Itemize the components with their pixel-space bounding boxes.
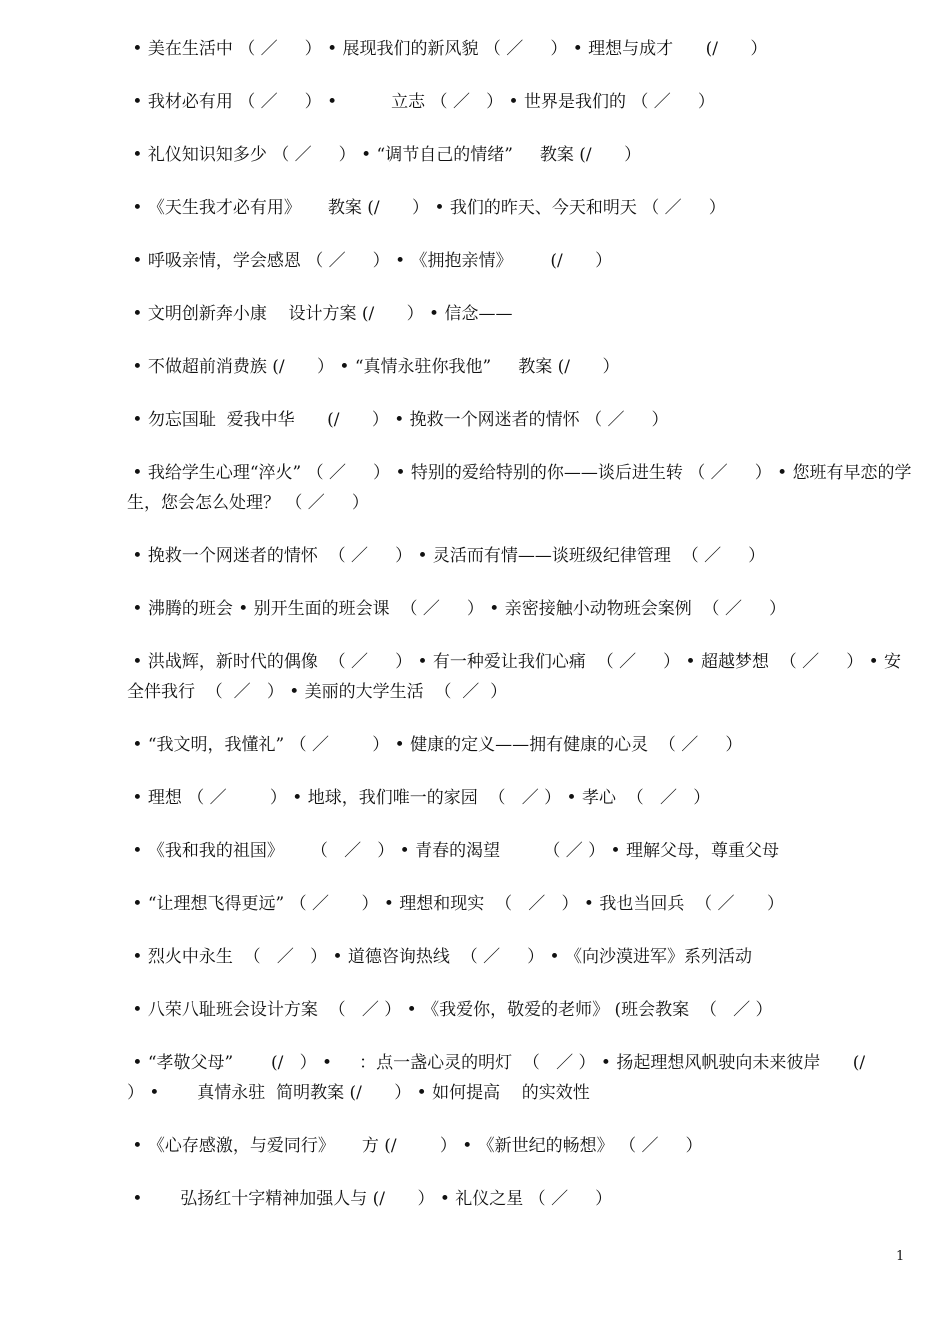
list-item: • 沸腾的班会 • 别开生面的班会课 （ ／ ） • 亲密接触小动物班会案例 （ ／ ） [127,599,786,619]
list-item: • 不做超前消费族 (/ ） • “真情永驻你我他” 教案 (/ ） [127,357,620,377]
list-item: • “我文明，我懂礼” （ ／ ） • 健康的定义——拥有健康的心灵 （ ／ ） [127,735,743,755]
list-item: • 《心存感激，与爱同行》 方 (/ ） • 《新世纪的畅想》 （ ／ ） [127,1136,703,1156]
page-number: 1 [896,1249,905,1264]
list-item: • 《天生我才必有用》 教案 (/ ） • 我们的昨天、今天和明天 （ ／ ） [127,198,726,218]
list-item: • 我给学生心理“淬火” （ ／ ） • 特别的爱给特别的你——谈后进生转 （ ／ ） • 您班有早恋的学生，您会怎么处理？ （ ／ ） [127,463,912,513]
list-item: • 呼吸亲情，学会感恩 （ ／ ） • 《拥抱亲情》 (/ ） [127,251,613,271]
list-item: • 文明创新奔小康 设计方案 (/ ） • 信念—— [127,304,513,324]
list-item: • 弘扬红十字精神加强人与 (/ ） • 礼仪之星 （ ／ ） [127,1189,613,1209]
list-item: • “孝敬父母” (/ ） • ：点一盏心灵的明灯 （ ／ ） • 扬起理想风帆驶向未来彼岸 (/ ） • 真情永驻 简明教案 (/ ） • 如何提高 的实效性 [127,1053,898,1103]
list-item: • 我材必有用 （ ／ ） • 立志 （ ／ ） • 世界是我们的 （ ／ ） [127,92,715,112]
list-item: • 八荣八耻班会设计方案 （ ／ ） • 《我爱你，敬爱的老师》 (班会教案 （ ／ ） [127,1000,773,1020]
list-item: • 《我和我的祖国》 （ ／ ） • 青春的渴望 （ ／ ） • 理解父母，尊重父母 [127,841,779,861]
list-item: • 理想 （ ／ ） • 地球，我们唯一的家园 （ ／ ） • 孝心 （ ／ ） [127,788,711,808]
list-item: • 洪战辉，新时代的偶像 （ ／ ） • 有一种爱让我们心痛 （ ／ ） • 超越梦想 （ ／ ） • 安全伴我行 （ ／ ） • 美丽的大学生活 （ ／ ） [127,652,902,702]
list-item: • 烈火中永生 （ ／ ） • 道德咨询热线 （ ／ ） • 《向沙漠进军》系列活动 [127,947,752,967]
list-item: • 美在生活中 （ ／ ） • 展现我们的新风貌 （ ／ ） • 理想与成才 (/ ） [127,39,768,59]
list-item: • 勿忘国耻 爱我中华 (/ ） • 挽救一个网迷者的情怀 （ ／ ） [127,410,669,430]
list-item: • “让理想飞得更远” （ ／ ） • 理想和现实 （ ／ ） • 我也当回兵 （ ／ ） [127,894,784,914]
list-item: • 挽救一个网迷者的情怀 （ ／ ） • 灵活而有情——谈班级纪律管理 （ ／ ） [127,546,766,566]
list-item: • 礼仪知识知多少 （ ／ ） • “调节自己的情绪” 教案 (/ ） [127,145,642,165]
document-body [127,34,912,1237]
